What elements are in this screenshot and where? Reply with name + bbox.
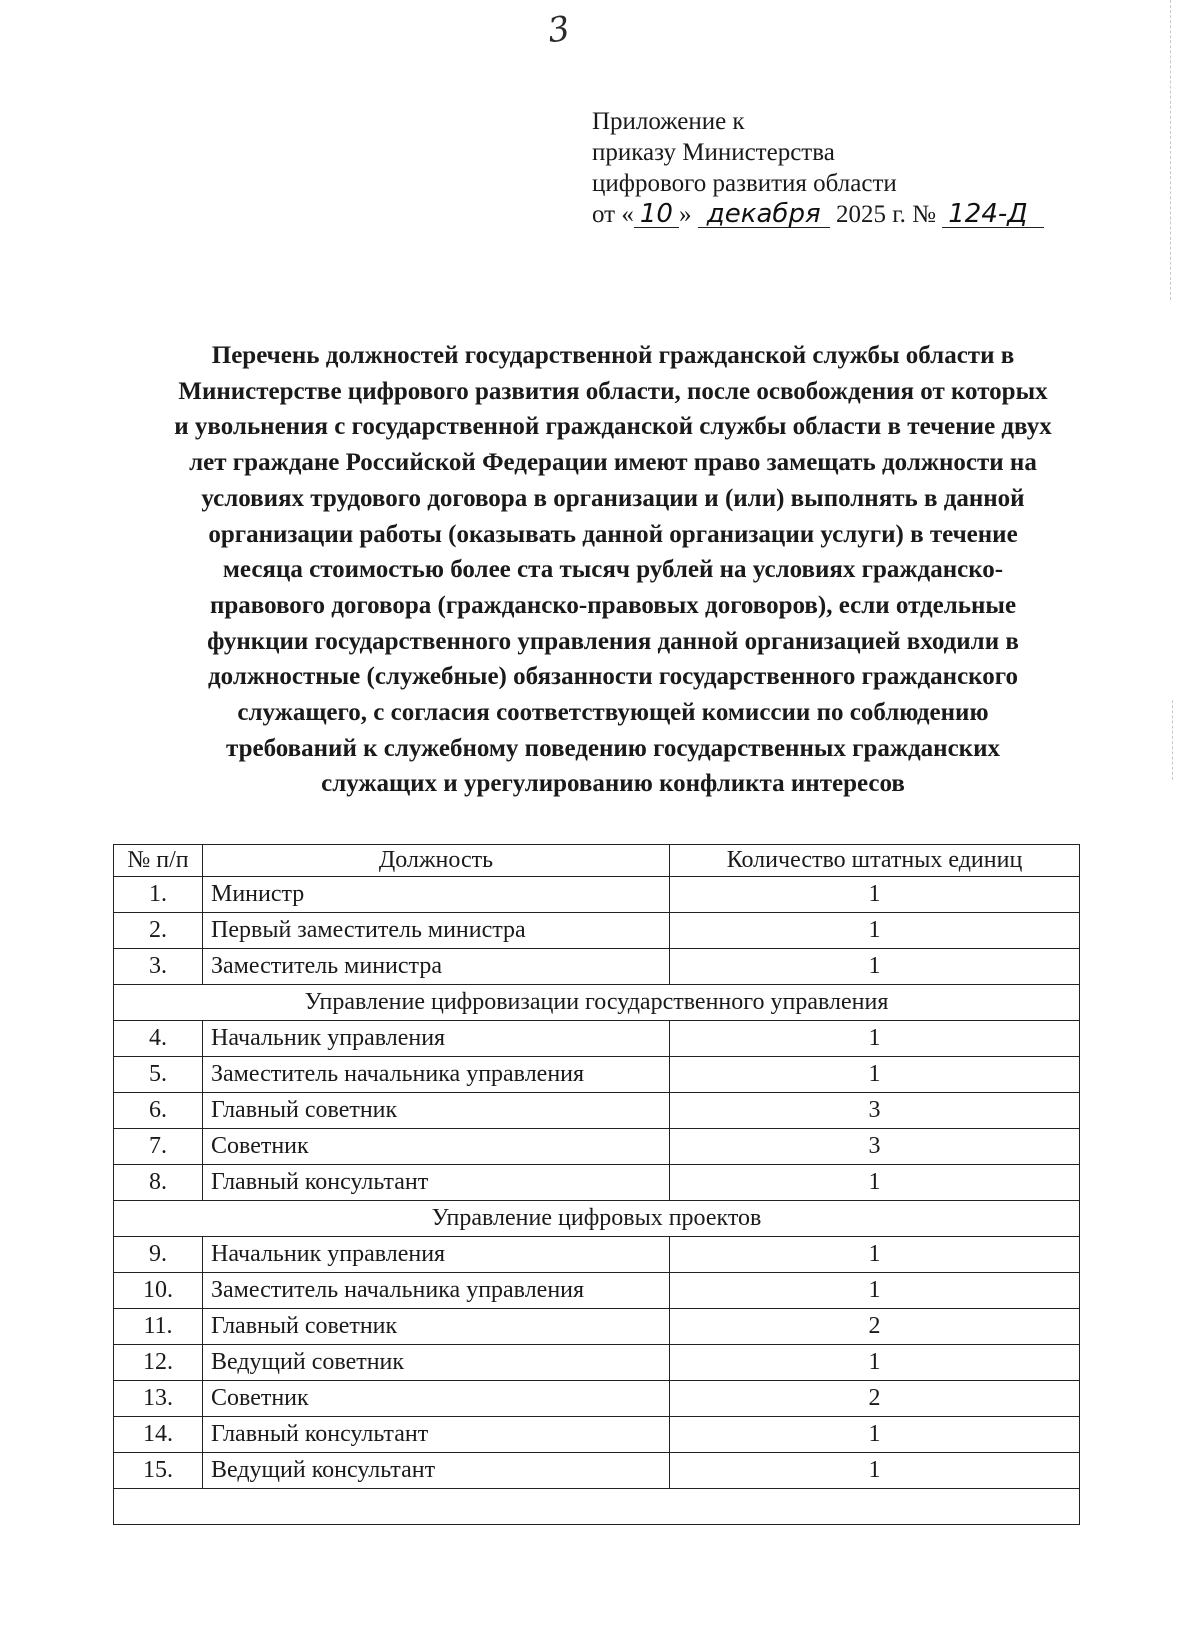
row-position: Советник <box>203 1129 670 1165</box>
section-header-row <box>114 985 1080 1021</box>
row-number: 13. <box>114 1381 203 1417</box>
row-number: 5. <box>114 1057 203 1093</box>
row-count: 3 <box>670 1093 1080 1129</box>
row-number: 6. <box>114 1093 203 1129</box>
table-row <box>114 949 1080 985</box>
row-count: 1 <box>670 1417 1080 1453</box>
title-line: правового договора (гражданско-правовых договоров), если отдельные <box>209 591 1017 619</box>
table-row <box>114 1237 1080 1273</box>
table-row <box>114 1345 1080 1381</box>
row-number: 1. <box>114 877 203 913</box>
positions-table <box>113 844 1080 1525</box>
row-number: 10. <box>114 1273 203 1309</box>
handwritten-order-number: 124-Д <box>942 201 1044 228</box>
row-position: Главный консультант <box>203 1417 670 1453</box>
section-title: Управление цифровизации государственного управления <box>114 985 1080 1021</box>
row-position: Заместитель начальника управления <box>203 1273 670 1309</box>
row-position: Главный советник <box>203 1093 670 1129</box>
title-line: условиях трудового договора в организации и (или) выполнять в данной <box>201 484 1025 512</box>
appendix-line-1: Приложение к <box>592 108 745 135</box>
appendix-line-3: цифрового развития области <box>592 170 897 197</box>
row-count: 1 <box>670 913 1080 949</box>
handwritten-page-number: 3 <box>545 8 573 52</box>
row-position: Заместитель начальника управления <box>203 1057 670 1093</box>
document-title <box>118 338 1108 802</box>
row-count: 1 <box>670 1021 1080 1057</box>
table-row <box>114 1129 1080 1165</box>
table-row <box>114 1057 1080 1093</box>
appendix-header <box>592 106 1044 230</box>
title-line: лет граждане Российской Федерации имеют право замещать должности на <box>189 449 1037 477</box>
row-number: 11. <box>114 1309 203 1345</box>
empty-cell <box>114 1489 1080 1525</box>
row-position: Начальник управления <box>203 1021 670 1057</box>
row-number: 8. <box>114 1165 203 1201</box>
title-line: должностные (служебные) обязанности государственного гражданского <box>208 663 1018 691</box>
scan-edge-mark <box>1172 700 1173 780</box>
row-number: 14. <box>114 1417 203 1453</box>
table-row <box>114 913 1080 949</box>
title-line: служащих и урегулированию конфликта интересов <box>321 770 905 798</box>
order-year-label: 2025 г. № <box>835 201 936 228</box>
row-number: 3. <box>114 949 203 985</box>
row-count: 1 <box>670 877 1080 913</box>
header-number: № п/п <box>114 845 203 877</box>
row-number: 15. <box>114 1453 203 1489</box>
table-row <box>114 1309 1080 1345</box>
title-line: служащего, с согласия соответствующей комиссии по соблюдению <box>237 699 989 727</box>
row-count: 1 <box>670 1453 1080 1489</box>
table-row <box>114 1021 1080 1057</box>
appendix-line-2: приказу Министерства <box>592 139 835 166</box>
title-line: организации работы (оказывать данной организации услуги) в течение <box>208 520 1018 548</box>
row-count: 2 <box>670 1309 1080 1345</box>
row-position: Главный консультант <box>203 1165 670 1201</box>
row-count: 1 <box>670 949 1080 985</box>
row-count: 1 <box>670 1345 1080 1381</box>
row-position: Министр <box>203 877 670 913</box>
row-number: 4. <box>114 1021 203 1057</box>
table-row <box>114 1093 1080 1129</box>
table-row <box>114 1453 1080 1489</box>
row-number: 7. <box>114 1129 203 1165</box>
table-row <box>114 1273 1080 1309</box>
handwritten-day: 10 <box>634 201 679 228</box>
row-count: 3 <box>670 1129 1080 1165</box>
date-quote-close: » <box>678 201 692 228</box>
table-row <box>114 1165 1080 1201</box>
row-position: Главный советник <box>203 1309 670 1345</box>
row-count: 1 <box>670 1237 1080 1273</box>
title-line: и увольнения с государственной гражданской службы области в течение двух <box>174 413 1052 441</box>
table-row <box>114 877 1080 913</box>
date-prefix: от « <box>592 201 634 228</box>
title-line: функции государственного управления данной организацией входили в <box>207 627 1019 655</box>
scan-edge-mark <box>1170 0 1171 300</box>
positions-table-body <box>114 877 1080 1525</box>
handwritten-month: декабря <box>698 201 830 228</box>
title-line: месяца стоимостью более ста тысяч рублей на условиях гражданско- <box>222 556 1004 584</box>
header-position: Должность <box>203 845 670 877</box>
row-number: 12. <box>114 1345 203 1381</box>
row-position: Заместитель министра <box>203 949 670 985</box>
row-count: 1 <box>670 1057 1080 1093</box>
row-position: Первый заместитель министра <box>203 913 670 949</box>
title-line: требований к служебному поведению государственных гражданских <box>226 734 1000 762</box>
row-position: Советник <box>203 1381 670 1417</box>
row-count: 1 <box>670 1165 1080 1201</box>
section-header-row <box>114 1201 1080 1237</box>
title-line: Перечень должностей государственной гражданской службы области в <box>211 342 1015 369</box>
header-count: Количество штатных единиц <box>670 845 1080 877</box>
row-number: 9. <box>114 1237 203 1273</box>
row-position: Ведущий советник <box>203 1345 670 1381</box>
row-count: 2 <box>670 1381 1080 1417</box>
appendix-date-line <box>592 199 1044 230</box>
table-row <box>114 1417 1080 1453</box>
table-header-row <box>114 845 1080 877</box>
row-count: 1 <box>670 1273 1080 1309</box>
row-position: Ведущий консультант <box>203 1453 670 1489</box>
empty-row <box>114 1489 1080 1525</box>
title-line: Министерстве цифрового развития области, после освобождения от которых <box>178 377 1048 405</box>
row-position: Начальник управления <box>203 1237 670 1273</box>
row-number: 2. <box>114 913 203 949</box>
section-title: Управление цифровых проектов <box>114 1201 1080 1237</box>
table-row <box>114 1381 1080 1417</box>
